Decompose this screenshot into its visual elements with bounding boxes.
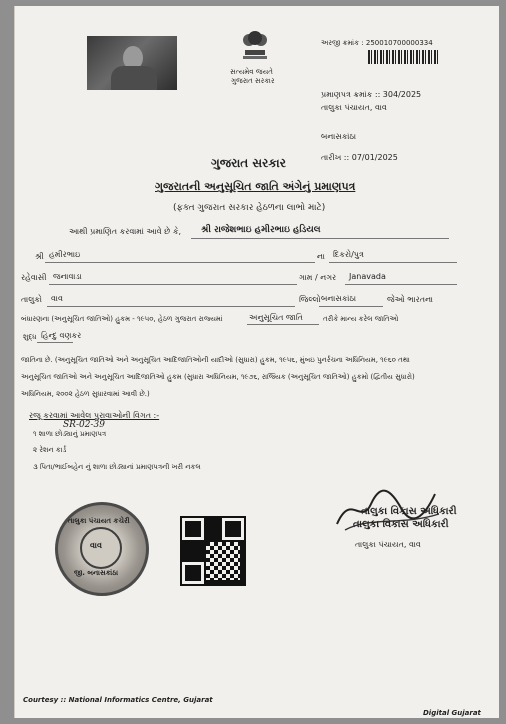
certificate-subtitle: (ફક્ત ગુજરાત સરકાર હેઠળના લાભો માટે) — [173, 203, 326, 213]
seal-outer-text: તાલુકા પંચાયત કચેરી — [68, 517, 130, 525]
jillo: બનાસકાંઠા — [321, 294, 357, 303]
applicant-photo — [87, 36, 177, 90]
proofs-heading: રજૂ કરવામાં આવેલ પુરાવાઓની વિગત :- — [29, 411, 160, 420]
officer-title-1: તાલુકા વિકાસ અધિકારી — [361, 506, 457, 517]
qr-code — [180, 516, 246, 586]
certify-prefix: આથી પ્રમાણિત કરવામાં આવે છે કે, — [69, 227, 182, 236]
proof-item-2: ૨ રેશન કાર્ડ — [33, 446, 67, 454]
state-emblem-icon — [235, 26, 275, 70]
officer-title-2: તાલુકા વિકાસ અધિકારી — [353, 519, 449, 530]
proof-item-3: ૩ પિતા/ભાઈબહેન નું શાળા છોડ્યાનાં પ્રમાણપત્રની ખરી નકલ — [33, 463, 201, 471]
official-seal — [55, 502, 149, 596]
legal-para-line-1: જાતિના છે. (અનુસૂચિત જાતિઓ અને અનુસૂચિત આદિજાતિઓની યાદીઓ (સુધારા) હુકમ, ૧૯૫૬, મુંબઇ પુનર્રચના અધિનિયમ, ૧૯૬૦ તથા — [21, 356, 410, 364]
caste: હિન્દુ વણકર — [41, 331, 82, 340]
jillo-label: જિલ્લો — [299, 295, 321, 304]
shri-label: શ્રી — [35, 252, 44, 261]
seal-inner-text: વાવ — [90, 541, 102, 550]
village-label: ગામ / નગર — [299, 273, 337, 282]
emblem-caption-2: ગુજરાત સરકાર — [231, 77, 275, 85]
relation: દિકરો/પુત્ર — [333, 250, 364, 259]
taluka: વાવ — [51, 294, 63, 303]
legal-para-line-2: અનુસૂચિત જાતિઓ અને અનુસૂચિત આદિજાતિઓ હુકમ (સુધારા અધિનિયમ, ૧૯૭૬, રાજ્યિક (અનુસૂચિત જાતિઓ) હુકમો (દ્વિતીય સુધારો) — [21, 373, 415, 381]
seal-bottom-text: જી. બનાસકાંઠા — [74, 569, 119, 577]
footer-courtesy: Courtesy :: National Informatics Centre, Gujarat — [23, 696, 213, 704]
certificate-page — [14, 6, 499, 718]
certificate-number: પ્રમાણપત્ર ક્રમાંક :: 304/2025 — [321, 90, 422, 99]
district: બનાસકાંઠા — [321, 132, 357, 141]
order-text: બંધારણના (અનુસૂચિત જાતિઓ) હુકમ - ૧૯૫૦, હેઠળ ગુજરાત રાજ્યમાં — [21, 315, 223, 323]
issuing-office: તાલુકા પંચાયત, વાવ — [321, 103, 387, 112]
village: Janavada — [349, 272, 386, 281]
application-code: અરજી ક્રમાંક : 250010700000334 — [321, 39, 433, 47]
resident-label: રહેવાસી — [21, 273, 47, 282]
issue-date: તારીખ :: 07/01/2025 — [321, 153, 398, 162]
government-title: ગુજરાત સરકાર — [211, 156, 286, 170]
emblem-caption-1: સત્યમેવ જયતે — [230, 68, 273, 76]
caste-prefix: શુદ્ધ — [23, 333, 37, 341]
barcode — [368, 50, 438, 64]
jillo-suffix: જેઓ ભારતના — [387, 295, 434, 304]
footer-brand: Digital Gujarat — [423, 709, 481, 717]
resident: જનાવાડા — [53, 272, 82, 281]
certificate-title: ગુજરાતની અનુસૂચિત જાતિ અંગેનું પ્રમાણપત્ર — [155, 180, 356, 193]
father-name: હમીરભાઇ — [49, 250, 81, 259]
taluka-label: તાલુકો — [21, 295, 42, 304]
holder-name: શ્રી રાજેશભાઇ હમીરભાઇ હડિયલ — [201, 225, 321, 235]
caste-category: અનુસૂચિત જાતિ — [249, 313, 303, 322]
relation-prefix: ના — [317, 252, 325, 261]
proof-item-1: ૧ શાળા છોડ્યાનું પ્રમાણપત્ર — [33, 430, 107, 438]
handwritten-ref: SR-02-39 — [63, 420, 105, 430]
legal-para-line-3: અધિનિયમ, ૨૦૦૨ હેઠળ સુધારવામાં આવી છે.) — [21, 390, 150, 398]
officer-office: તાલુકા પંચાયત, વાવ — [355, 540, 421, 549]
order-suffix: તરીકે માન્ય કરેલ જાતિઓ — [323, 315, 399, 323]
